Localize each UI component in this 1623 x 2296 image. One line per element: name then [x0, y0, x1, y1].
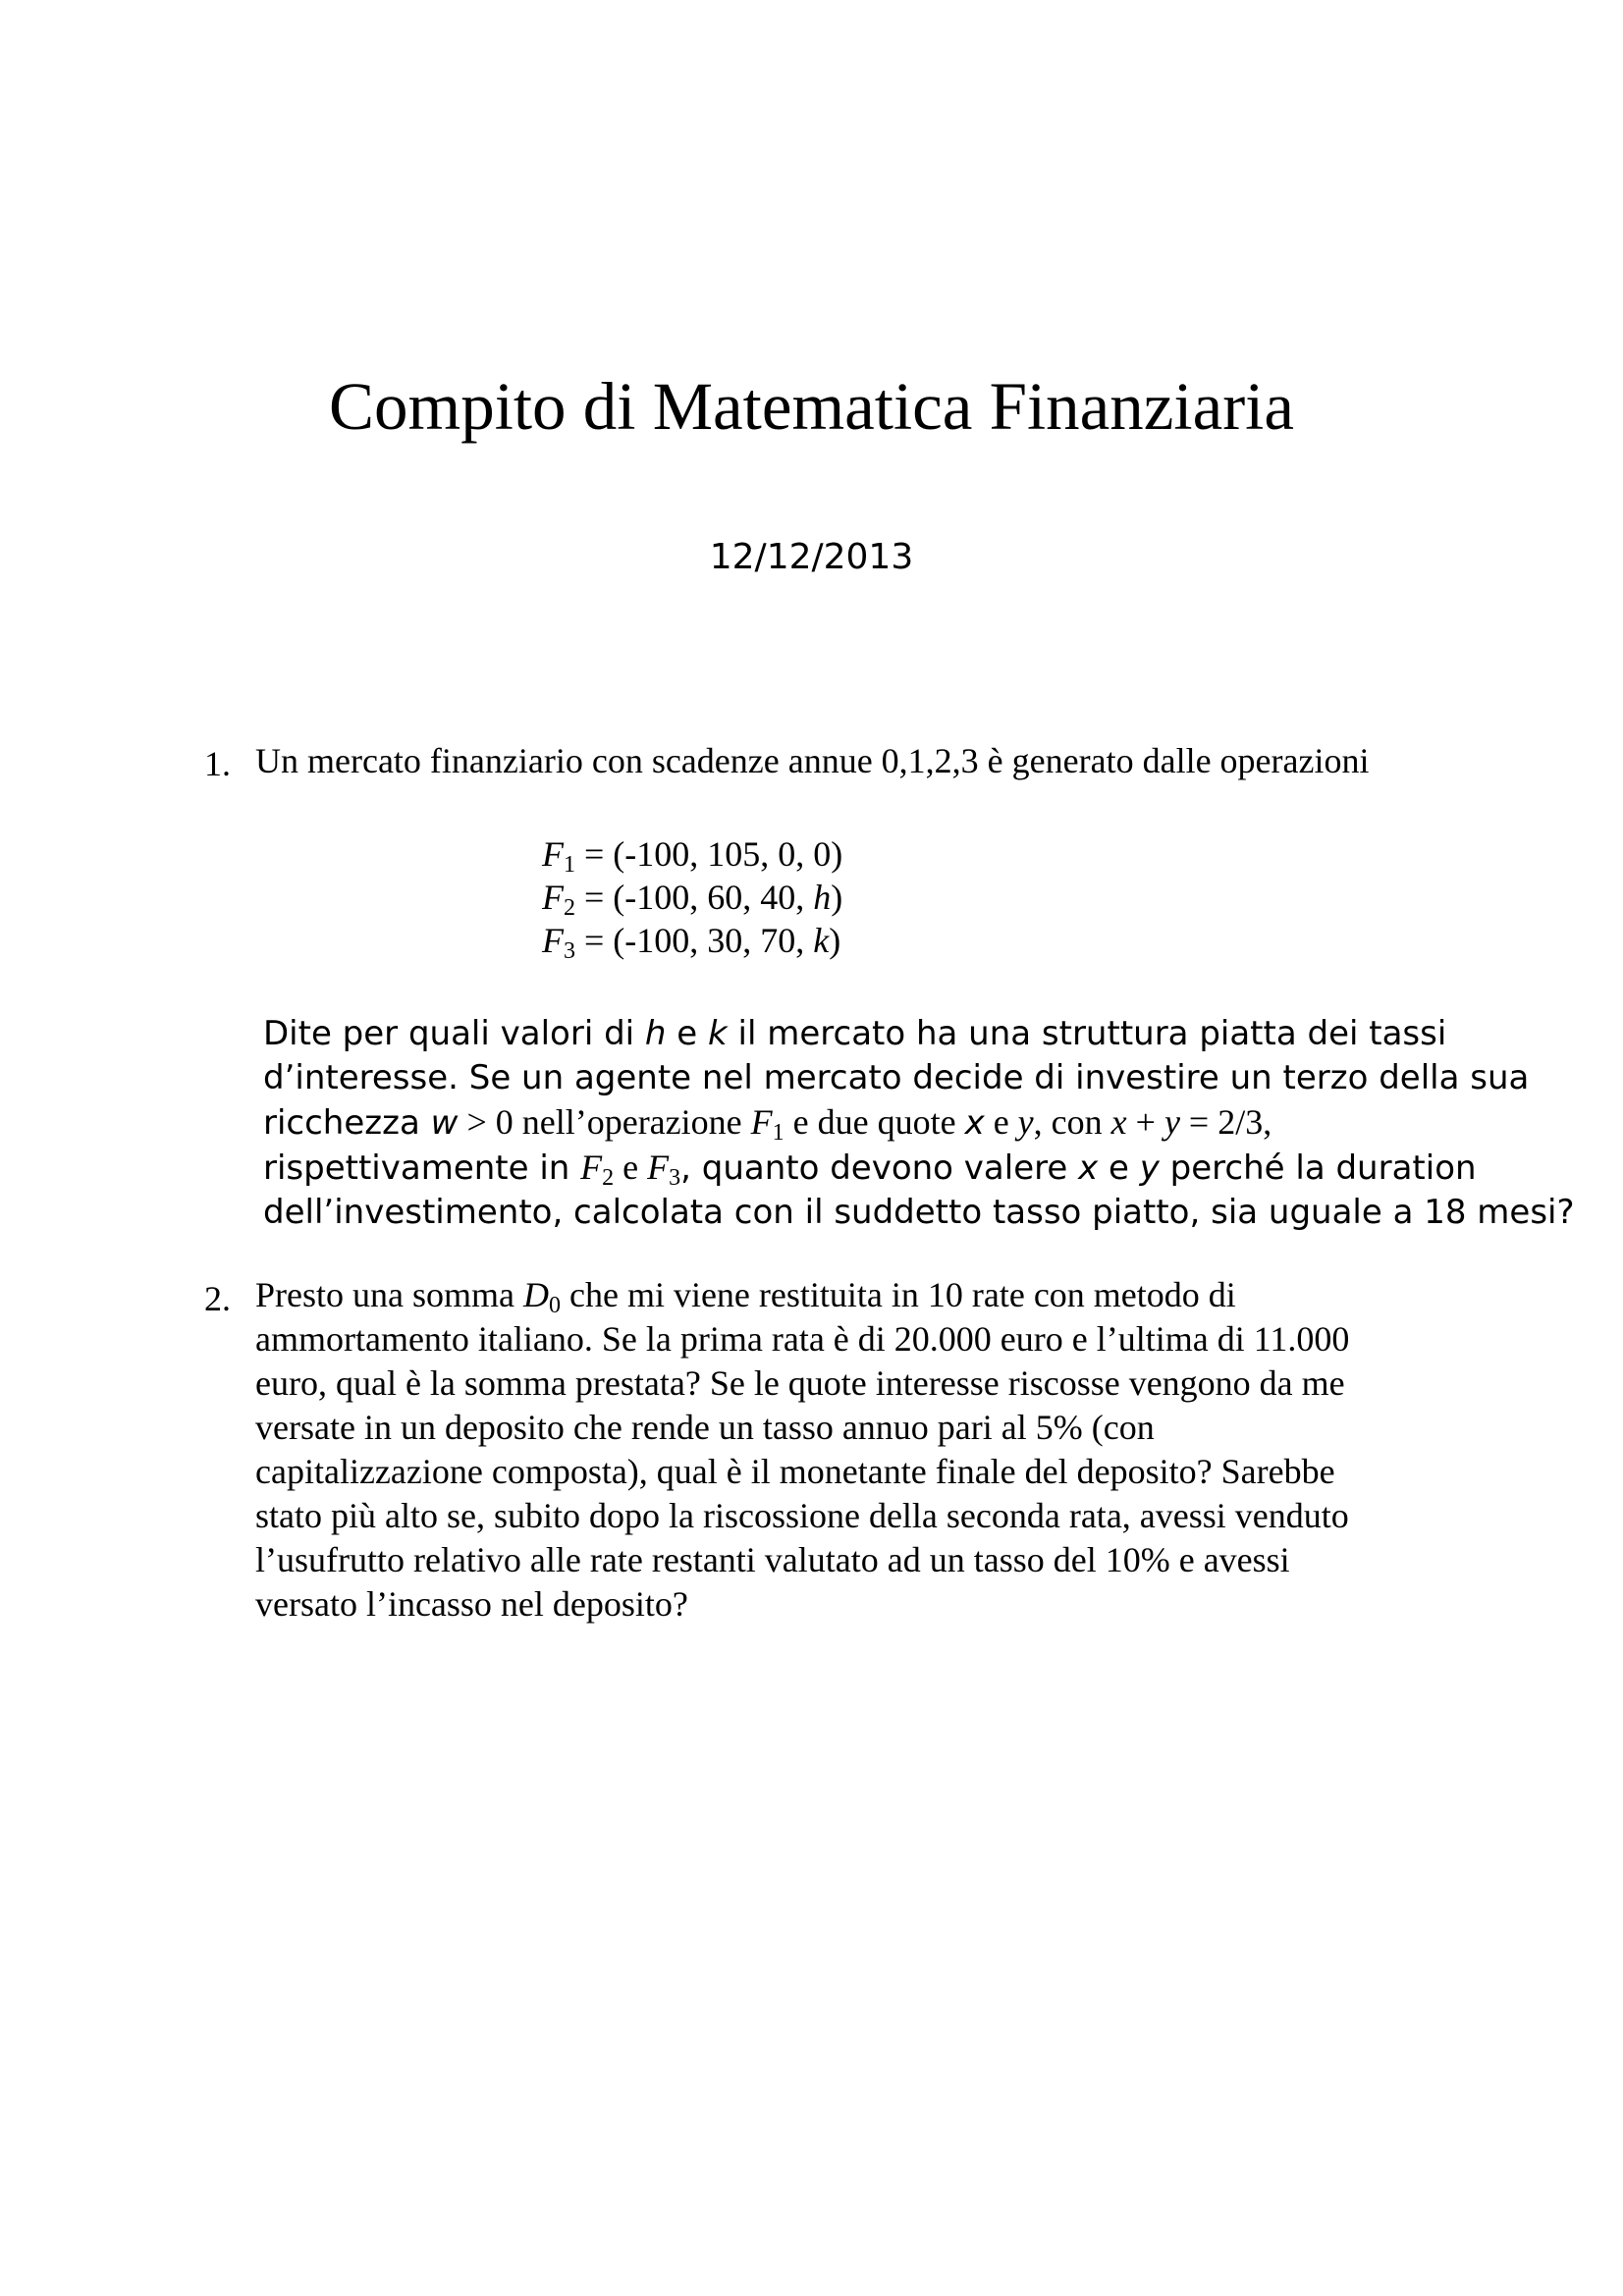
op-index: 3 [564, 938, 575, 964]
text: e [1098, 1148, 1140, 1188]
var-f: F [750, 1102, 773, 1142]
exercise-line: ammortamento italiano. Se la prima rata è di 20.000 euro e l’ultima di 11.000 [255, 1319, 1350, 1359]
exercise-1-intro: Un mercato finanziario con scadenze annue 0,1,2,3 è generato dalle operazioni [255, 741, 1370, 780]
var-d: D [522, 1275, 549, 1314]
op-name: F [542, 921, 564, 960]
text: il mercato ha una struttura piatta dei tassi [727, 1014, 1447, 1053]
exercise-2-number: 2. [204, 1279, 231, 1318]
text: e due quote [784, 1102, 965, 1142]
exercise-line [255, 1273, 1349, 1317]
text: Presto una somma [255, 1275, 523, 1314]
op-name: F [542, 878, 564, 917]
text: , quanto devono valere [680, 1148, 1079, 1188]
op-close: ) [829, 921, 841, 960]
text: e [984, 1102, 1018, 1142]
question-line [263, 1011, 1575, 1056]
exercise-1-question [263, 1011, 1575, 1235]
text: > 0 nell’operazione [458, 1102, 751, 1142]
var-w: w [430, 1103, 459, 1143]
exercise-line: versato l’incasso nel deposito? [255, 1584, 688, 1624]
text: ricchezza [263, 1103, 431, 1143]
text: perché la duration [1159, 1148, 1477, 1188]
text: Dite per quali valori di [263, 1014, 645, 1053]
op-name: F [542, 834, 564, 874]
exercise-line: stato più alto se, subito dopo la riscossione della seconda rata, avessi venduto [255, 1496, 1349, 1535]
var-y: y [1139, 1148, 1160, 1188]
exercise-line: versate in un deposito che rende un tasso annuo pari al 5% (con [255, 1408, 1155, 1447]
exercise-line: euro, qual è la somma prestata? Se le quote interesse riscosse vengono da me [255, 1363, 1345, 1403]
text: = 2/3, [1179, 1102, 1272, 1142]
operation-f1 [542, 834, 843, 878]
text: + [1126, 1102, 1164, 1142]
var-k: k [708, 1014, 728, 1053]
question-line [263, 1100, 1575, 1146]
exercise-2-text [255, 1273, 1349, 1627]
var-y: y [1017, 1102, 1034, 1142]
var-h: h [644, 1014, 667, 1053]
exercise-line: l’usufrutto relativo alle rate restanti valutato ad un tasso del 10% e avessi [255, 1540, 1290, 1579]
var-f: F [647, 1148, 670, 1187]
operation-f2 [542, 878, 843, 921]
op-variable: k [813, 921, 830, 960]
op-values: = (-100, 105, 0, 0) [575, 834, 843, 874]
text: rispettivamente in [263, 1148, 581, 1188]
page-title: Compito di Matematica Finanziaria [329, 369, 1294, 444]
op-index: 1 [564, 852, 575, 878]
exercise-1-number: 1. [204, 744, 231, 783]
var-index: 2 [602, 1165, 615, 1191]
op-index: 2 [564, 895, 575, 921]
text: che mi viene restituita in 10 rate con metodo di [560, 1275, 1236, 1314]
question-line: d’interesse. Se un agente nel mercato decide di investire un terzo della sua [263, 1058, 1530, 1097]
text: , con [1033, 1102, 1111, 1142]
var-index: 0 [548, 1293, 561, 1318]
exercise-line: capitalizzazione composta), qual è il monetante finale del deposito? Sarebbe [255, 1452, 1335, 1491]
var-x: x [1078, 1148, 1099, 1188]
var-index: 1 [772, 1120, 784, 1146]
op-variable: h [813, 878, 832, 917]
op-values: = (-100, 30, 70, [575, 921, 814, 960]
operation-f3 [542, 921, 841, 964]
var-x: x [1110, 1102, 1127, 1142]
op-values: = (-100, 60, 40, [575, 878, 814, 917]
question-line: dell’investimento, calcolata con il suddetto tasso piatto, sia uguale a 18 mesi? [263, 1193, 1575, 1232]
var-y: y [1163, 1102, 1180, 1142]
text: e [666, 1014, 709, 1053]
text: e [614, 1148, 648, 1187]
var-index: 3 [669, 1165, 681, 1191]
op-close: ) [831, 878, 843, 917]
exam-date: 12/12/2013 [709, 537, 914, 577]
question-line [263, 1146, 1575, 1191]
var-f: F [580, 1148, 603, 1187]
var-x: x [964, 1103, 985, 1143]
